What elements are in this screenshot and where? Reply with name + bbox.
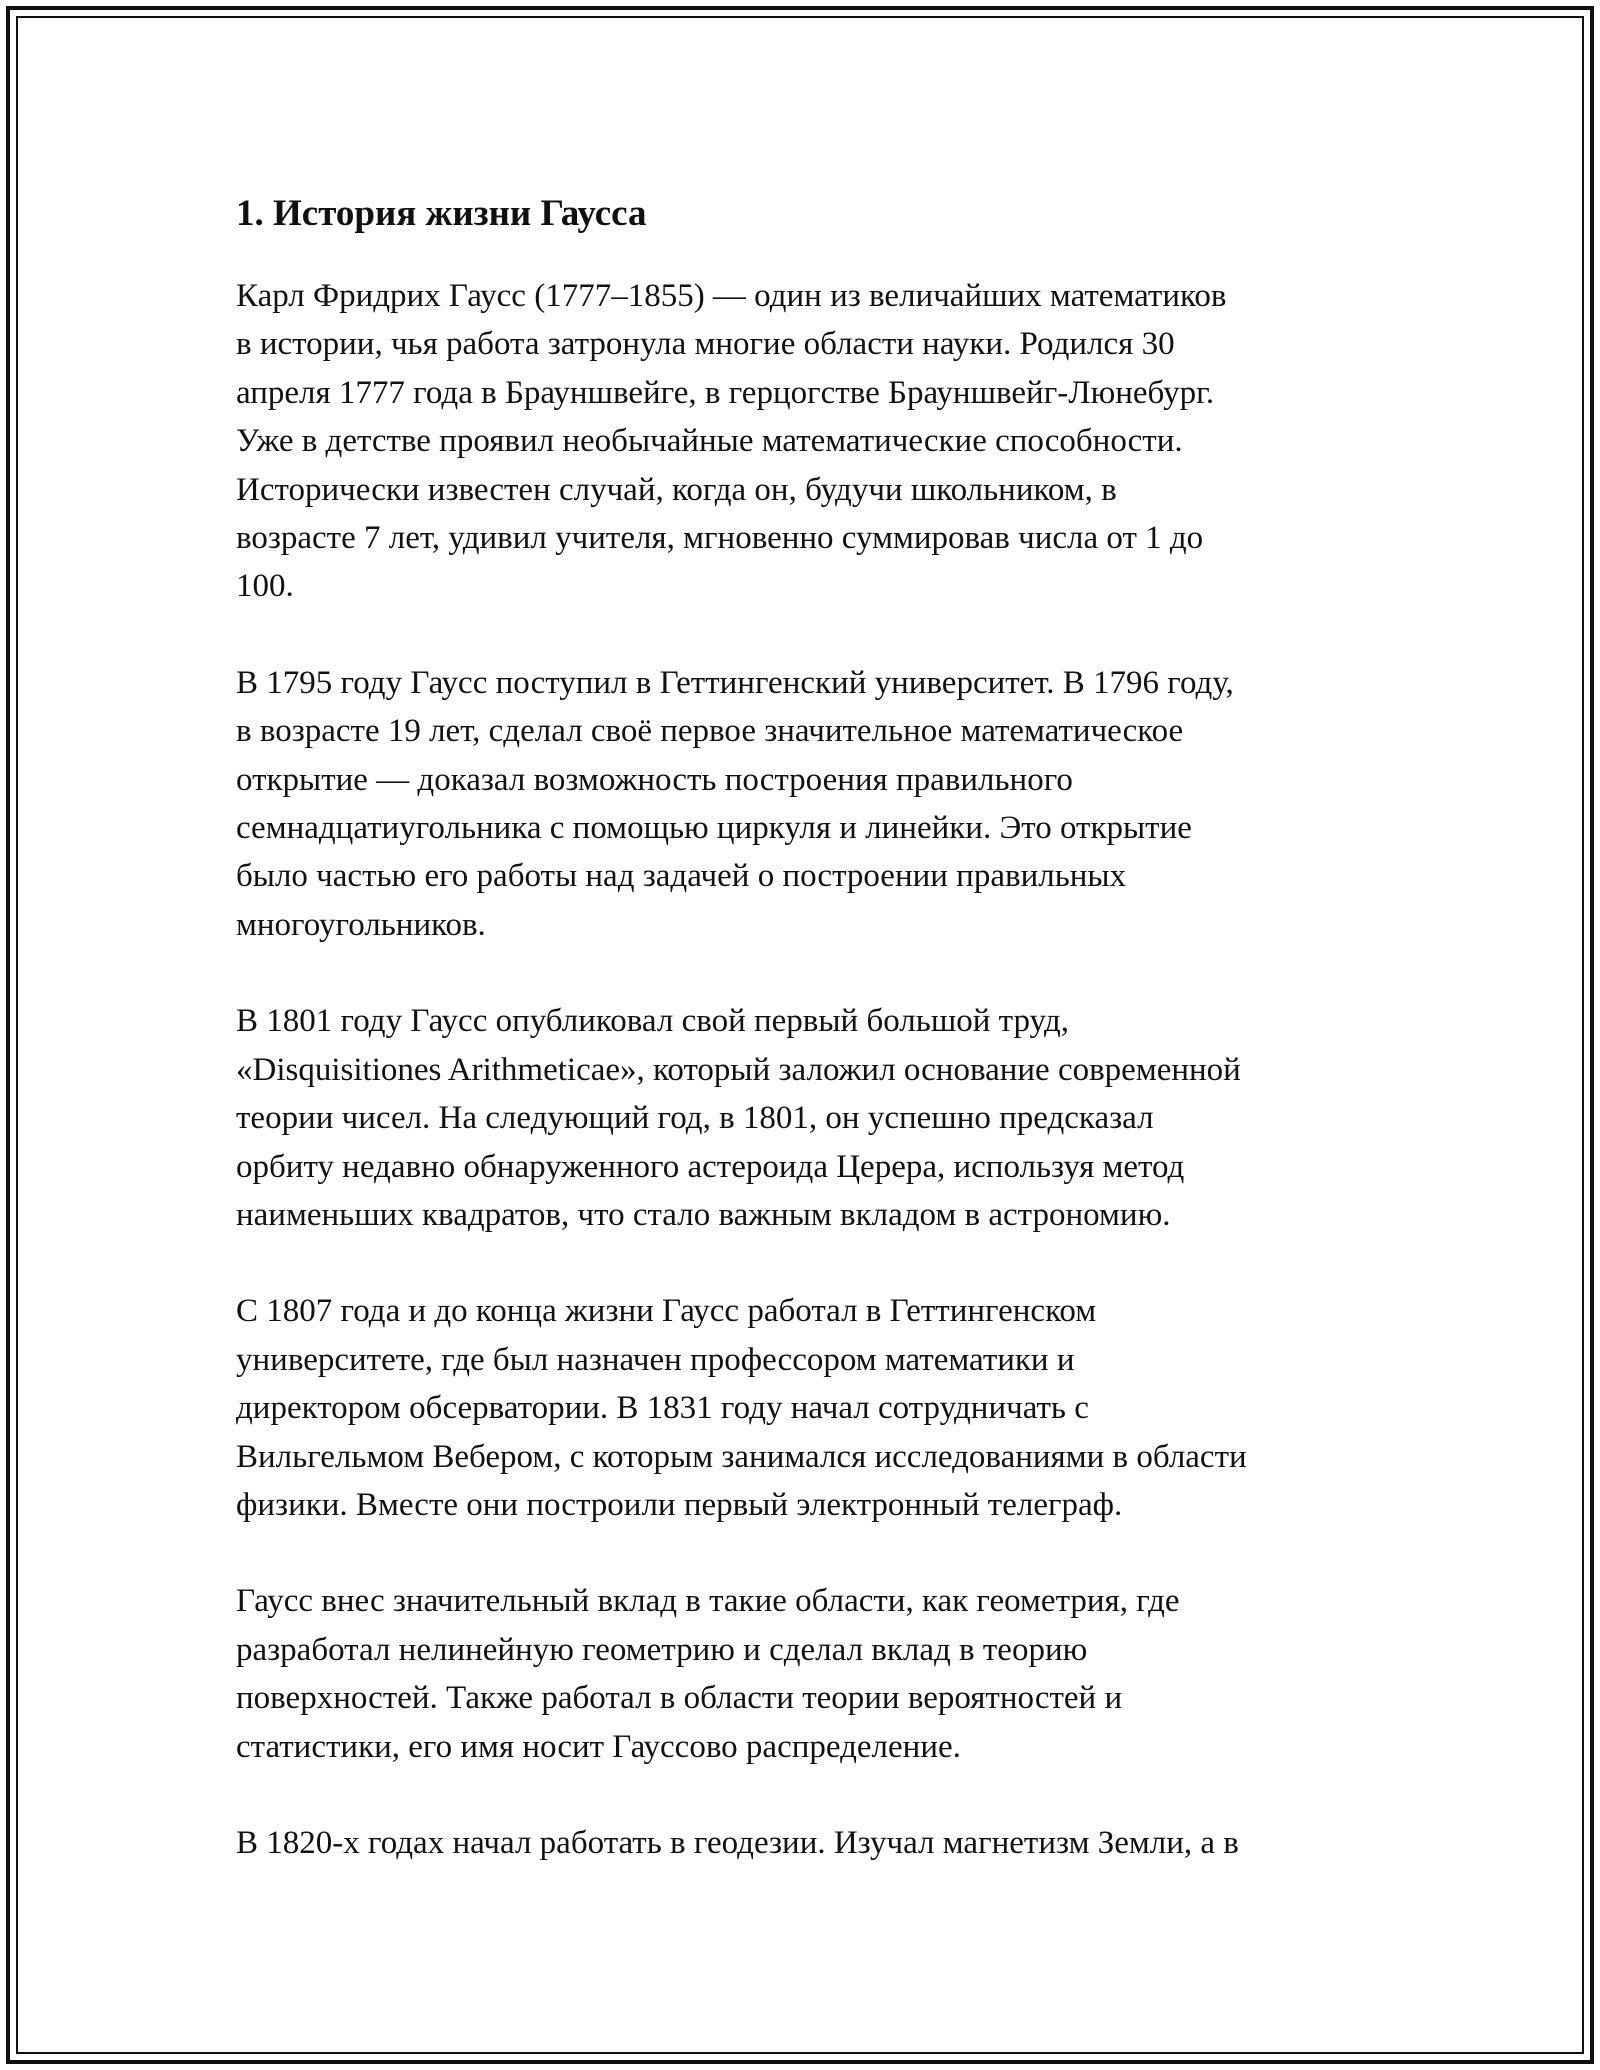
paragraph-early-life: Карл Фридрих Гаусс (1777–1855) — один из величайших математиков в истории, чья работа затронула многие области науки. Родился 30 апреля 1777 года в Брауншвейге, в герцогстве Брауншвейг-Люнебург. Уже в детстве проявил необычайные математические способности. Исторически известен случай, когда он, будучи школьником, в возрасте 7 лет, удивил учителя, мгновенно суммировав числа от 1 до 100. [236,278,1227,605]
paragraph-geodesy: В 1820-х годах начал работать в геодезии. Изучал магнетизм Земли, а в [236,1824,1239,1861]
section-title: 1. История жизни Гаусса [236,193,647,234]
paragraph-disquisitiones: В 1801 году Гаусс опубликовал свой первый большой труд, «Disquisitiones Arithmeticae», который заложил основание современной теории чисел. На следующий год, в 1801, он успешно предсказал орбиту недавно обнаруженного астероида Церера, используя метод наименьших квадратов, что стало важным вкладом в астрономию. [236,1003,1241,1233]
paragraph-university: В 1795 году Гаусс поступил в Геттингенский университет. В 1796 году, в возрасте 19 лет, сделал своё первое значительное математическое открытие — доказал возможность построения правильного семнадцатиугольника с помощью циркуля и линейки. Это открытие было частью его работы над задачей о построении правильных многоугольников. [236,664,1234,943]
paragraph-contributions: Гаусс внес значительный вклад в такие области, как геометрия, где разработал нелинейную геометрию и сделал вклад в теорию поверхностей. Также работал в области теории вероятностей и статистики, его имя носит Гауссово распределение. [236,1583,1180,1765]
document-page [236,184,1376,1915]
paragraph-gottingen-career: С 1807 года и до конца жизни Гаусс работал в Геттингенском университете, где был назначен профессором математики и директором обсерватории. В 1831 году начал сотрудничать с Вильгельмом Вебером, с которым занимался исследованиями в области физики. Вместе они построили первый электронный телеграф. [236,1293,1247,1523]
